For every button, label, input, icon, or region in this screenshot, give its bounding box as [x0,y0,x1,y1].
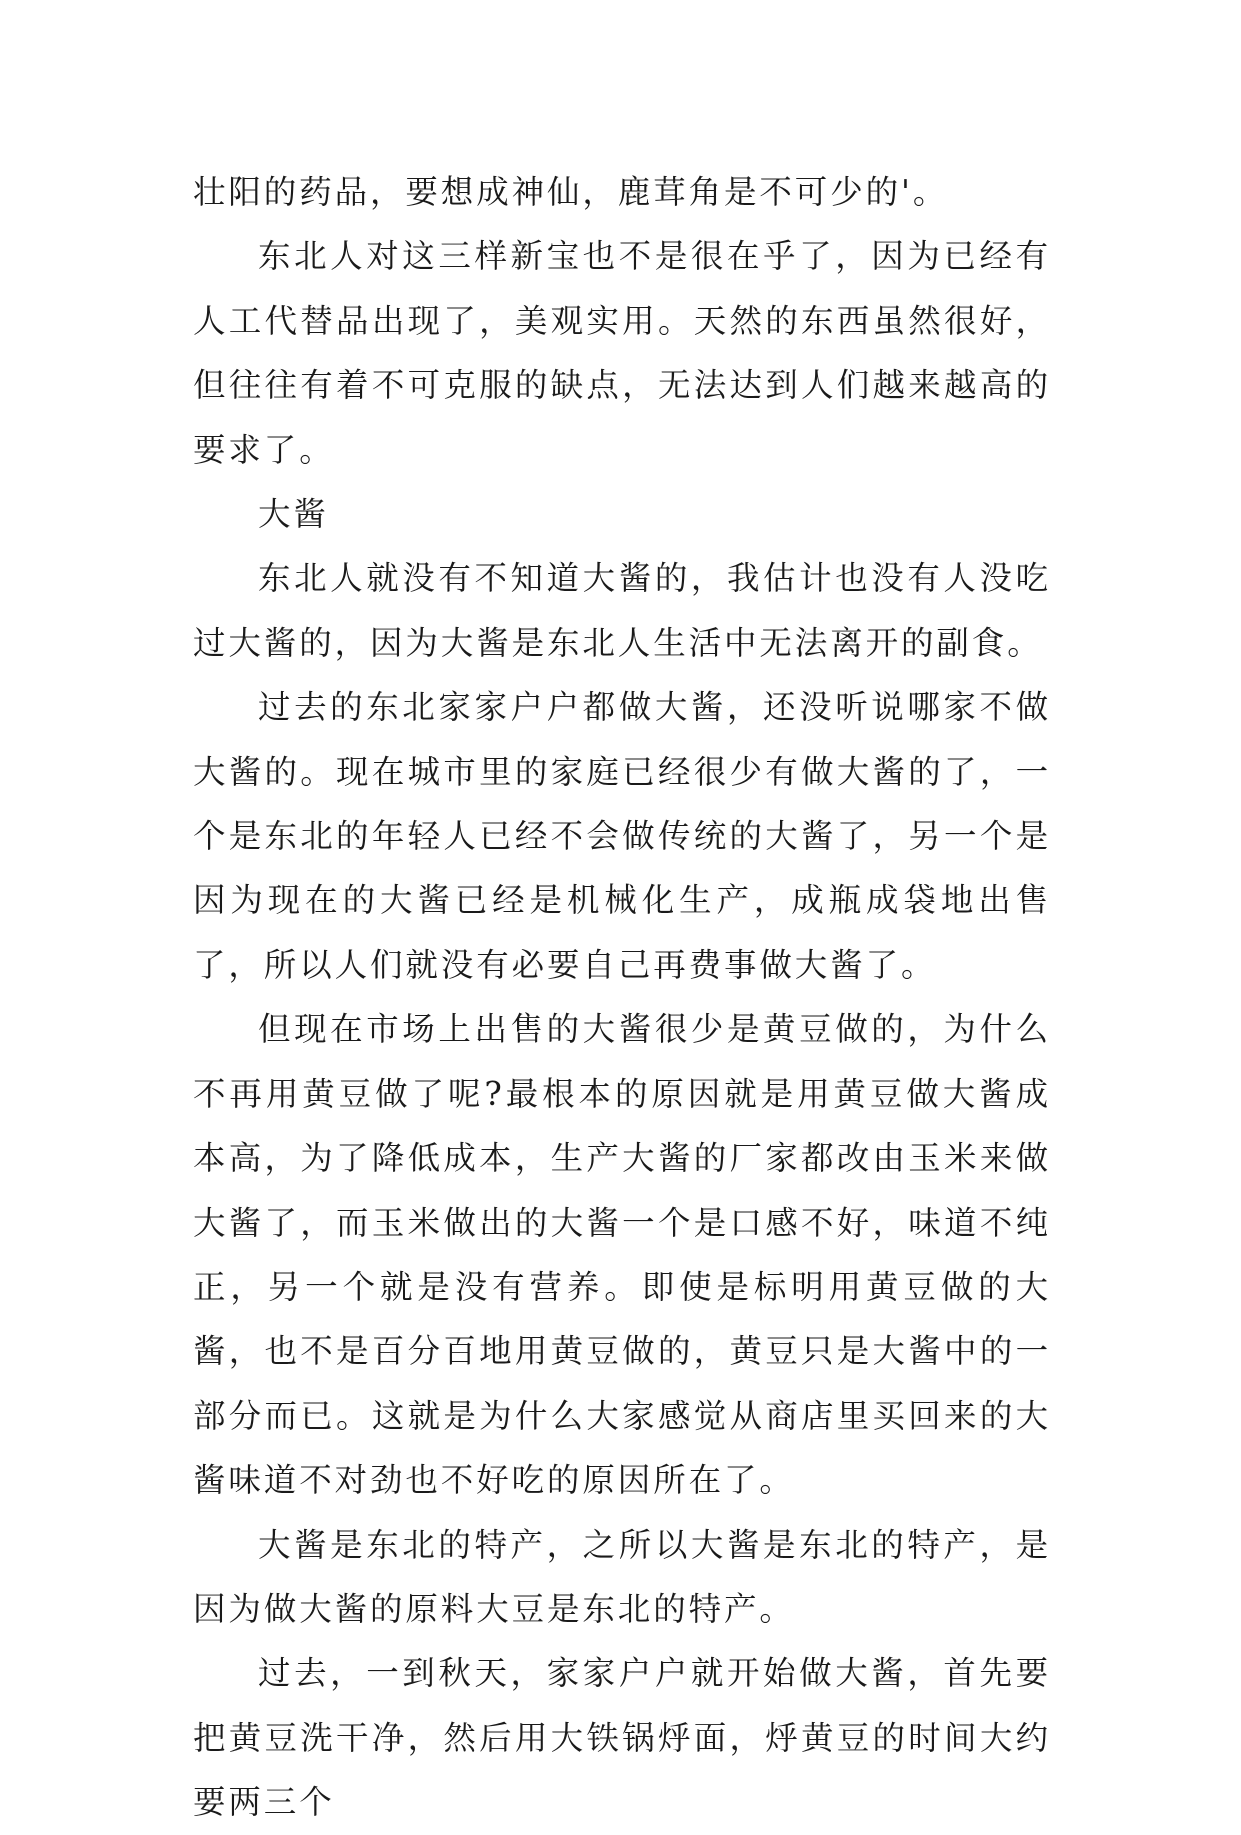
paragraph-dajiang-specialty: 大酱是东北的特产，之所以大酱是东北的特产，是因为做大酱的原料大豆是东北的特产。 [193,1525,1051,1628]
section-heading-dajiang: 大酱 [258,495,329,534]
document-body [193,160,1051,1835]
paragraph-substitutes: 东北人对这三样新宝也不是很在乎了，因为已经有人工代替品出现了，美观实用。天然的东西虽然很好，但往往有着不可克服的缺点，无法达到人们越来越高的要求了。 [193,237,1051,469]
paragraph-continuation: 壮阳的药品，要想成神仙，鹿茸角是不可少的'。 [193,173,949,211]
paragraph-dajiang-market: 但现在市场上出售的大酱很少是黄豆做的，为什么不再用黄豆做了呢?最根本的原因就是用黄豆做大酱成本高，为了降低成本，生产大酱的厂家都改由玉米来做大酱了，而玉米做出的大酱一个是口感不好，味道不纯正，另一个就是没有营养。即使是标明用黄豆做的大酱，也不是百分百地用黄豆做的，黄豆只是大酱中的一部分而已。这就是为什么大家感觉从商店里买回来的大酱味道不对劲也不好吃的原因所在了。 [193,1010,1051,1500]
paragraph-dajiang-history: 过去的东北家家户户都做大酱，还没听说哪家不做大酱的。现在城市里的家庭已经很少有做大酱的了，一个是东北的年轻人已经不会做传统的大酱了，另一个是因为现在的大酱已经是机械化生产，成瓶成袋地出售了，所以人们就没有必要自己再费事做大酱了。 [193,688,1051,984]
paragraph-dajiang-intro: 东北人就没有不知道大酱的，我估计也没有人没吃过大酱的，因为大酱是东北人生活中无法离开的副食。 [193,559,1051,662]
paragraph-dajiang-process: 过去，一到秋天，家家户户就开始做大酱，首先要把黄豆洗干净，然后用大铁锅烀面，烀黄豆的时间大约要两三个 [193,1654,1051,1822]
